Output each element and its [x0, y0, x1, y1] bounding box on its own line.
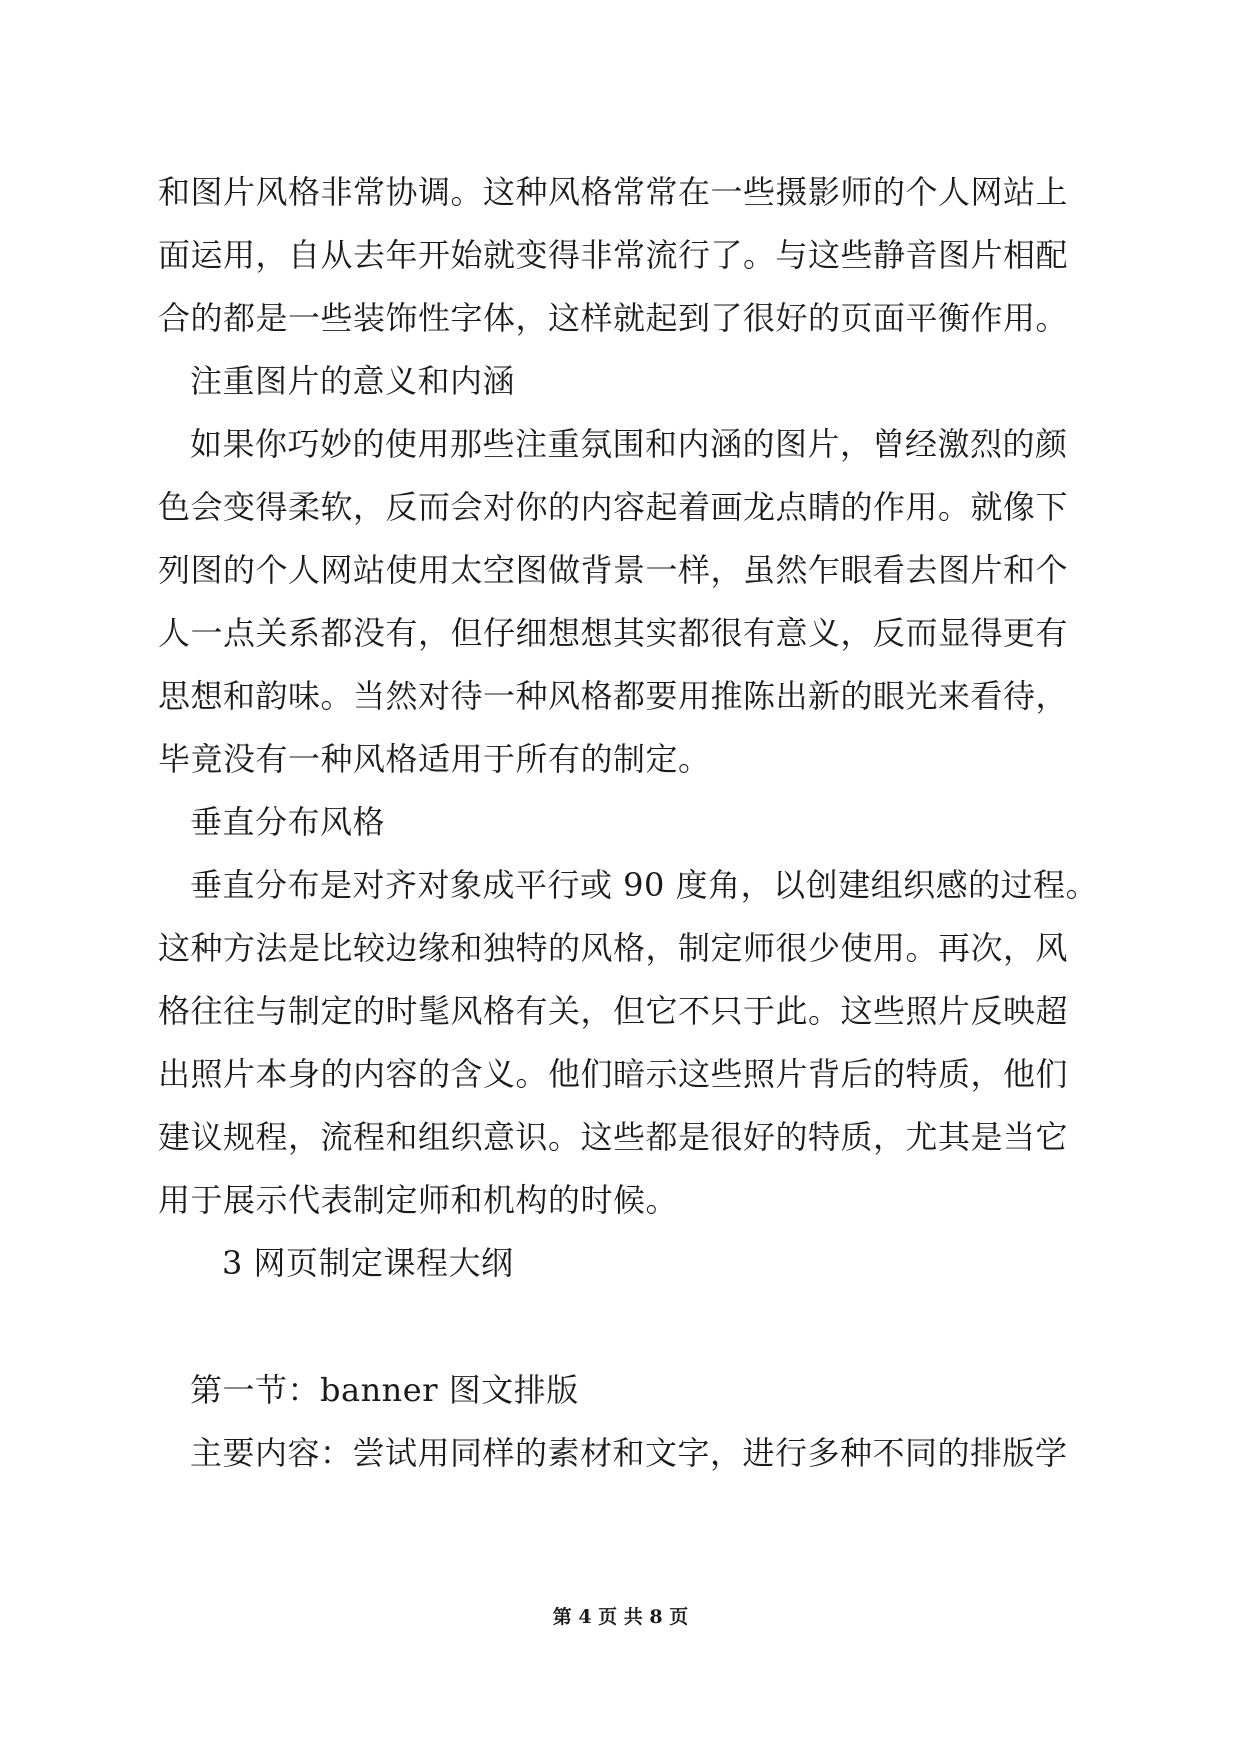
section-heading: 注重图片的意义和内涵	[190, 362, 516, 400]
section-heading: 垂直分布风格	[190, 803, 386, 841]
body-text-line: 用于展示代表制定师和机构的时候。	[158, 1181, 679, 1219]
body-text-line: 列图的个人网站使用太空图做背景一样，虽然乍眼看去图片和个	[158, 551, 1069, 589]
page-number-footer: 第 4 页 共 8 页	[552, 1606, 689, 1628]
body-text-line: 色会变得柔软，反而会对你的内容起着画龙点睛的作用。就像下	[158, 488, 1069, 526]
body-text-line: 毕竟没有一种风格适用于所有的制定。	[158, 740, 711, 778]
body-text-line: 这种方法是比较边缘和独特的风格，制定师很少使用。再次，风	[158, 929, 1069, 967]
body-text-line: 建议规程，流程和组织意识。这些都是很好的特质，尤其是当它	[158, 1118, 1069, 1156]
body-text-line: 合的都是一些装饰性字体，这样就起到了很好的页面平衡作用。	[158, 299, 1069, 337]
body-text-line: 出照片本身的内容的含义。他们暗示这些照片背后的特质，他们	[158, 1055, 1069, 1093]
body-text-line: 面运用，自从去年开始就变得非常流行了。与这些静音图片相配	[158, 236, 1069, 274]
body-text-line: 和图片风格非常协调。这种风格常常在一些摄影师的个人网站上	[158, 173, 1069, 211]
body-text-line: 垂直分布是对齐对象成平行或 90 度角，以创建组织感的过程。	[190, 866, 1099, 904]
subsection-heading: 第一节：banner 图文排版	[190, 1371, 579, 1409]
body-text-line: 如果你巧妙的使用那些注重氛围和内涵的图片，曾经激烈的颜	[190, 425, 1068, 463]
body-text-line: 主要内容：尝试用同样的素材和文字，进行多种不同的排版学	[190, 1434, 1068, 1472]
body-text-line: 格往往与制定的时髦风格有关，但它不只于此。这些照片反映超	[158, 992, 1069, 1030]
chapter-heading: 3 网页制定课程大纲	[222, 1244, 514, 1282]
body-text-line: 人一点关系都没有，但仔细想想其实都很有意义，反而显得更有	[158, 614, 1069, 652]
body-text-line: 思想和韵味。当然对待一种风格都要用推陈出新的眼光来看待，	[158, 677, 1069, 715]
